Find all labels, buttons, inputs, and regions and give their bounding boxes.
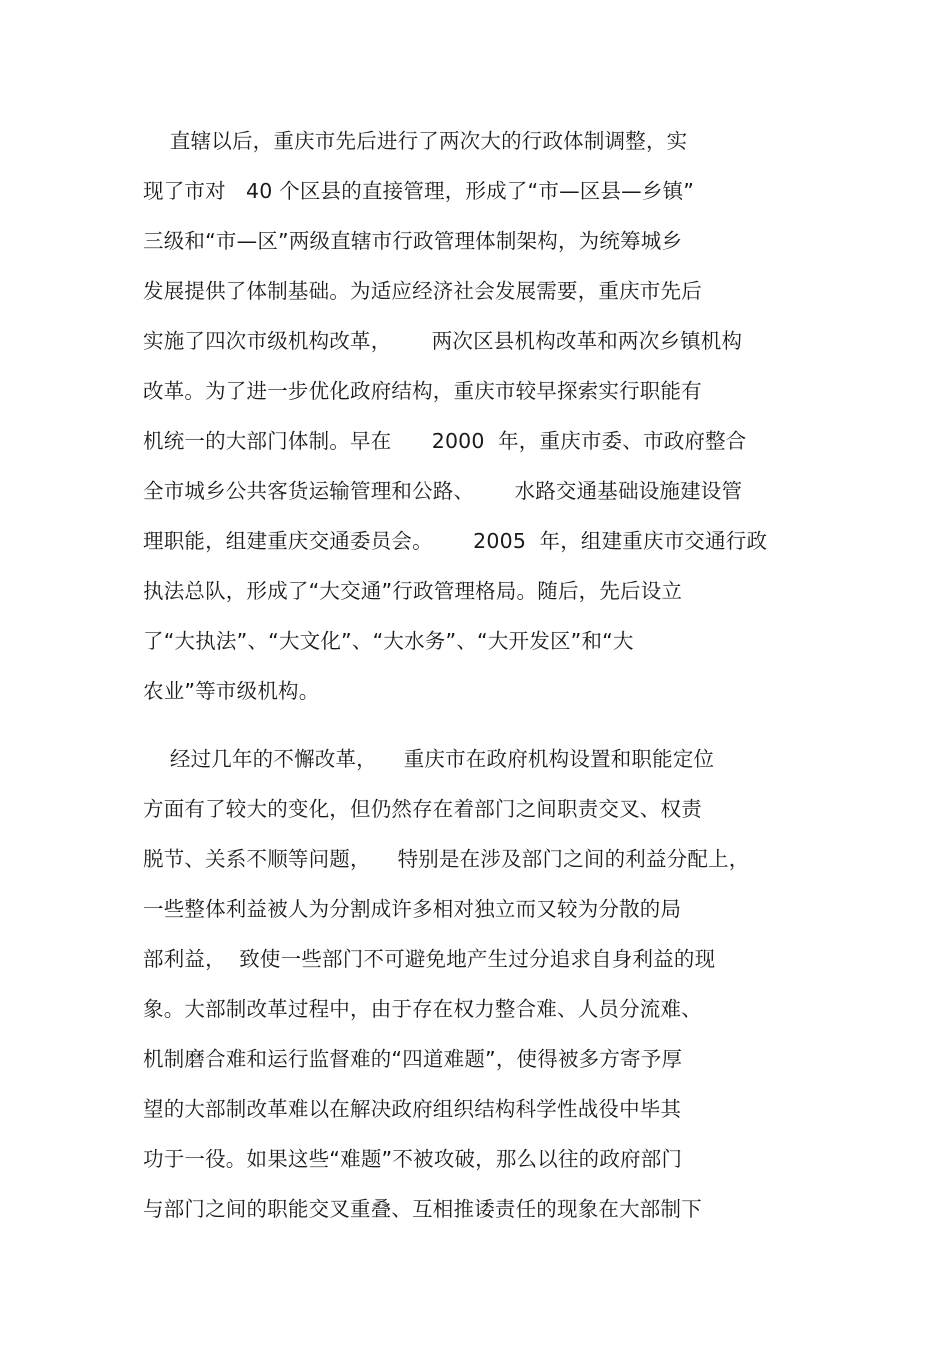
text-line: 全市城乡公共客货运输管理和公路、 水路交通基础设施建设管	[143, 479, 743, 503]
text-line: 直辖以后，重庆市先后进行了两次大的行政体制调整，实	[143, 129, 688, 153]
text-line: 脱节、关系不顺等问题， 特别是在涉及部门之间的利益分配上，	[143, 847, 750, 871]
text-line: 现了市对 40 个区县的直接管理，形成了“市—区县—乡镇”	[143, 179, 695, 203]
paragraph-2	[143, 734, 783, 1234]
text-line: 三级和“市—区”两级直辖市行政管理体制架构，为统筹城乡	[143, 229, 683, 253]
text-line: 改革。为了进一步优化政府结构，重庆市较早探索实行职能有	[143, 379, 702, 403]
text-line: 望的大部制改革难以在解决政府组织结构科学性战役中毕其	[143, 1097, 682, 1121]
text-line: 农业”等市级机构。	[143, 679, 320, 703]
text-line: 机制磨合难和运行监督难的“四道难题”，使得被多方寄予厚	[143, 1047, 683, 1071]
text-line: 理职能，组建重庆交通委员会。 2005 年，组建重庆市交通行政	[143, 529, 768, 553]
text-line: 了“大执法”、“大文化”、“大水务”、“大开发区”和“大	[143, 629, 634, 653]
text-line: 执法总队，形成了“大交通”行政管理格局。随后，先后设立	[143, 579, 683, 603]
text-line: 象。大部制改革过程中，由于存在权力整合难、人员分流难、	[143, 997, 702, 1021]
text-line: 功于一役。如果这些“难题”不被攻破，那么以往的政府部门	[143, 1147, 683, 1171]
text-line: 实施了四次市级机构改革， 两次区县机构改革和两次乡镇机构	[143, 329, 743, 353]
text-line: 机统一的大部门体制。早在 2000 年，重庆市委、市政府整合	[143, 429, 747, 453]
text-line: 经过几年的不懈改革， 重庆市在政府机构设置和职能定位	[143, 747, 715, 771]
paragraph-1	[143, 116, 783, 716]
text-line: 发展提供了体制基础。为适应经济社会发展需要，重庆市先后	[143, 279, 702, 303]
text-line: 与部门之间的职能交叉重叠、互相推诿责任的现象在大部制下	[143, 1197, 702, 1221]
text-line: 方面有了较大的变化，但仍然存在着部门之间职责交叉、权责	[143, 797, 702, 821]
text-line: 部利益， 致使一些部门不可避免地产生过分追求自身利益的现	[143, 947, 716, 971]
text-line: 一些整体利益被人为分割成许多相对独立而又较为分散的局	[143, 897, 682, 921]
